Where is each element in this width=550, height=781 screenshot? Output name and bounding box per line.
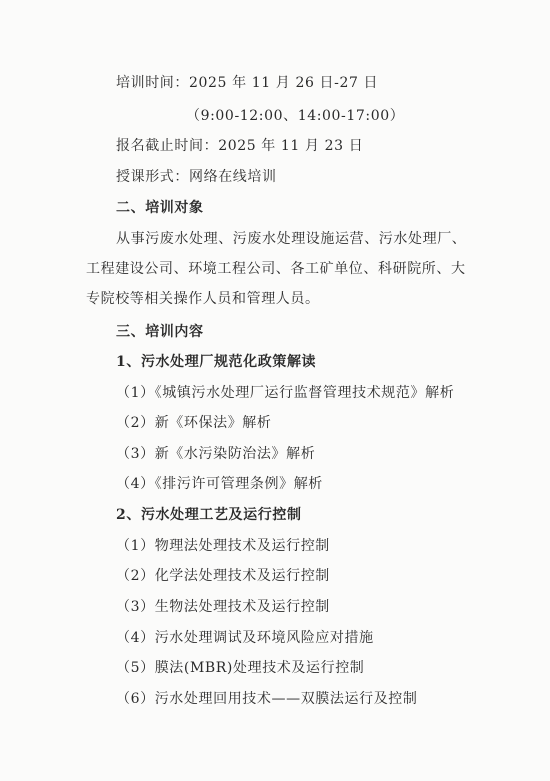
section-content-heading: 三、培训内容 — [116, 324, 204, 340]
training-format: 授课形式：网络在线培训 — [116, 169, 277, 185]
sub1-item-2: （2）新《环保法》解析 — [116, 415, 272, 431]
sub2-heading: 2、污水处理工艺及运行控制 — [116, 507, 302, 523]
audience-line-3: 专院校等相关操作人员和管理人员。 — [86, 291, 320, 307]
sub1-heading: 1、污水处理厂规范化政策解读 — [116, 354, 317, 370]
sub2-item-4: （4）污水处理调试及环境风险应对措施 — [116, 630, 374, 646]
sub2-item-2: （2）化学法处理技术及运行控制 — [116, 568, 330, 584]
sub2-item-6: （6）污水处理回用技术——双膜法运行及控制 — [116, 691, 418, 707]
audience-line-2: 工程建设公司、环境工程公司、各工矿单位、科研院所、大 — [86, 261, 466, 277]
sub1-item-1: （1）《城镇污水处理厂运行监督管理技术规范》解析 — [116, 385, 455, 401]
audience-line-1: 从事污废水处理、污废水处理设施运营、污水处理厂、 — [116, 231, 467, 247]
sub2-item-1: （1）物理法处理技术及运行控制 — [116, 538, 330, 554]
sub1-item-4: （4）《排污许可管理条例》解析 — [116, 476, 323, 492]
registration-deadline: 报名截止时间：2025 年 11 月 23 日 — [116, 138, 364, 154]
sub1-item-3: （3）新《水污染防治法》解析 — [116, 446, 316, 462]
section-audience-heading: 二、培训对象 — [116, 200, 204, 216]
sub2-item-5: （5）膜法(MBR)处理技术及运行控制 — [116, 660, 365, 676]
training-hours: （9:00-12:00、14:00-17:00） — [186, 108, 405, 124]
training-time: 培训时间：2025 年 11 月 26 日-27 日 — [116, 75, 379, 91]
sub2-item-3: （3）生物法处理技术及运行控制 — [116, 599, 330, 615]
